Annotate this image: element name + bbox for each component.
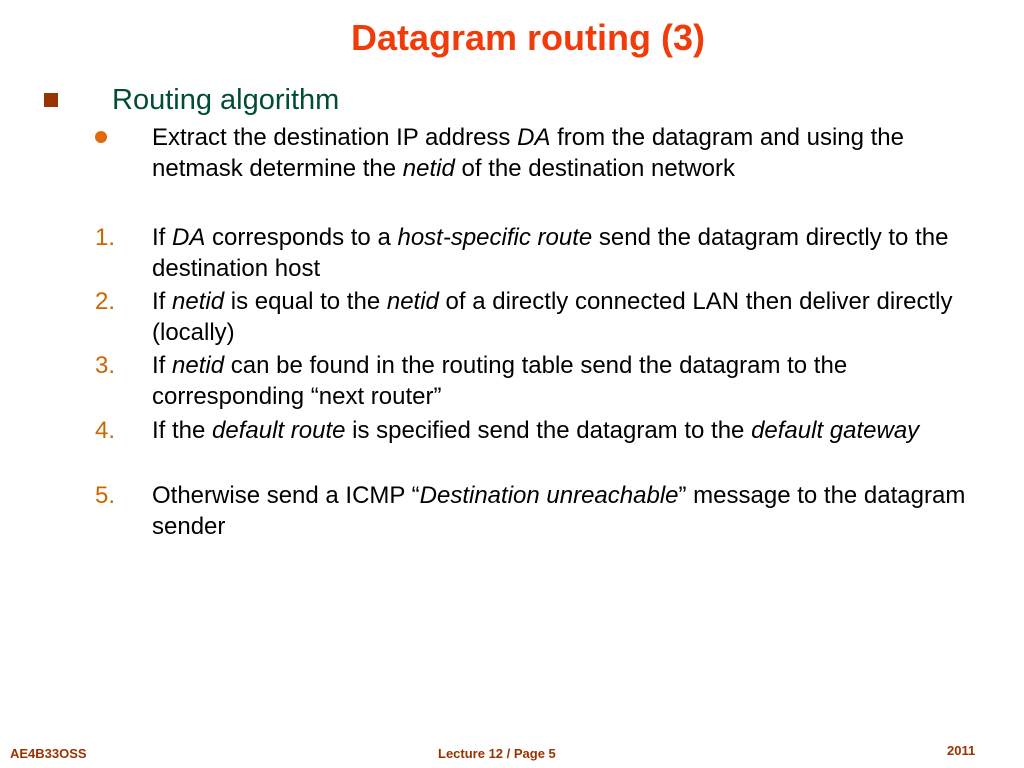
step-number: 3. <box>95 352 116 379</box>
step-italic-term: netid <box>172 352 225 379</box>
step-italic-term: host-specific route <box>397 224 593 251</box>
step-text-part: If <box>152 288 173 315</box>
intro-text-part: from the datagram and using the netmask determine the <box>152 124 904 182</box>
step-text <box>152 350 1000 412</box>
step-text-part: is specified send the datagram to the <box>345 417 752 444</box>
step-text-part: corresponds to a <box>205 224 398 251</box>
intro-text <box>152 122 1000 184</box>
square-bullet-icon <box>44 93 58 107</box>
step-text <box>152 286 1000 348</box>
slide-title: Datagram routing (3) <box>350 17 706 58</box>
main-bullet <box>44 82 1004 118</box>
footer-course-code: AE4B33OSS <box>10 746 87 761</box>
step-text <box>152 480 1000 542</box>
step-italic-term: DA <box>172 224 206 251</box>
step-italic-term: netid <box>386 288 439 315</box>
intro-text-part: Extract the destination IP address <box>152 124 518 151</box>
step-number: 1. <box>95 224 116 251</box>
step-text <box>152 415 1000 446</box>
step-text <box>152 222 1000 284</box>
intro-italic-netid: netid <box>402 155 455 182</box>
step-italic-term: default gateway <box>751 417 920 444</box>
footer-page-label: Lecture 12 / Page 5 <box>438 746 556 761</box>
step-number: 5. <box>95 482 116 509</box>
footer-year: 2011 <box>947 743 976 758</box>
step-italic-term: default route <box>212 417 346 444</box>
step-text-part: of a directly connected LAN then deliver directly (locally) <box>152 288 953 346</box>
step-text-part: send the datagram directly to the destination host <box>152 224 949 282</box>
step-italic-term: Destination unreachable <box>419 482 679 509</box>
step-text-part: ” message to the datagram sender <box>152 482 966 540</box>
main-bullet-text: Routing algorithm <box>112 84 340 116</box>
step-number: 4. <box>95 417 116 444</box>
step-text-part: If the <box>152 417 213 444</box>
step-text-part: Otherwise send a ICMP “ <box>152 482 420 509</box>
step-text-part: is equal to the <box>224 288 387 315</box>
step-text-part: If <box>152 224 173 251</box>
step-italic-term: netid <box>172 288 225 315</box>
step-text-part: can be found in the routing table send the datagram to the corresponding “next router” <box>152 352 848 410</box>
circle-bullet-icon <box>95 131 107 143</box>
intro-italic-da: DA <box>517 124 551 151</box>
step-number: 2. <box>95 288 116 315</box>
step-text-part: If <box>152 352 173 379</box>
intro-text-part: of the destination network <box>454 155 736 182</box>
